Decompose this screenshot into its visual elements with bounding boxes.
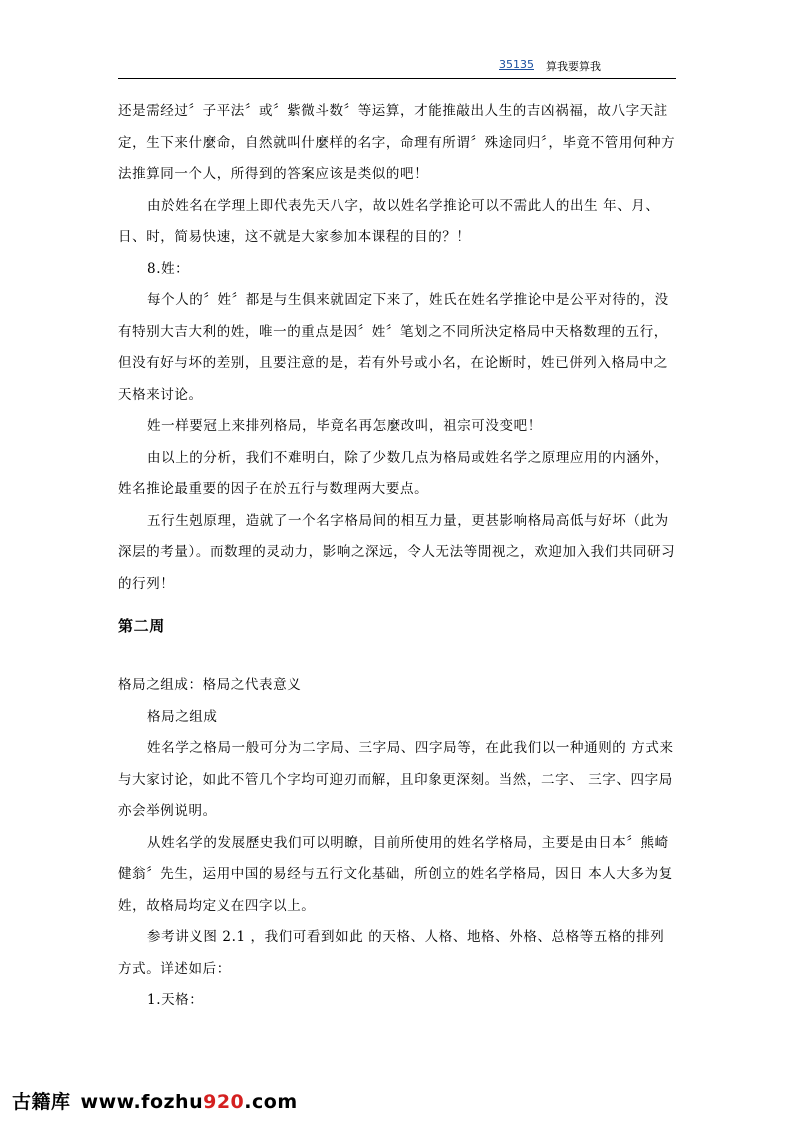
page-number-link[interactable]: 35135 xyxy=(499,58,534,71)
paragraph: 还是需经过〞子平法〞或〞紫微斗数〞等运算，才能推敲出人生的吉凶祸福，故八字天註定，生下来什麼命，自然就叫什麼样的名字，命理有所谓〞殊途同归〞，毕竟不管用何种方法推算同一个人，所得到的答案应该是类似的吧！ xyxy=(118,103,676,182)
section-subtitle: 格局之组成：格局之代表意义 xyxy=(118,677,302,693)
page-header xyxy=(118,56,676,79)
paragraph: 每个人的〞姓〞都是与生俱来就固定下来了，姓氏在姓名学推论中是公平对待的，没有特别大吉大利的姓，唯一的重点是因〞姓〞笔划之不同所決定格局中天格数理的五行，但没有好与坏的差别，且要注意的是，若有外号或小名，在论断时，姓已併列入格局中之天格来讨论。 xyxy=(118,292,669,403)
paragraph: 姓名学之格局一般可分为二字局、三字局、四字局等，在此我们以一种通则的 方式来与大家讨论，如此不管几个字均可迎刃而解，且印象更深刻。当然，二字、 三字、四字局亦会举例说明。 xyxy=(118,740,674,819)
footer-watermark xyxy=(12,1087,298,1114)
subsection-title: 格局之组成 xyxy=(147,708,218,725)
section-heading: 第二周 xyxy=(118,617,165,635)
paragraph: 参考讲义图 2.1 ，我们可看到如此 的天格、人格、地格、外格、总格等五格的排列方式。详述如后： xyxy=(118,929,665,977)
footer-url-highlight: 920 xyxy=(203,1091,245,1113)
footer-url-suffix: .com xyxy=(244,1091,298,1113)
footer-url-prefix: www.fozhu xyxy=(80,1091,204,1113)
list-item: 8.姓： xyxy=(147,260,190,277)
paragraph: 姓一样要冠上来排列格局，毕竟名再怎麼改叫，祖宗可没变吧！ xyxy=(147,418,542,434)
list-item: 1.天格： xyxy=(147,992,204,1008)
paragraph: 五行生剋原理，造就了一个名字格局间的相互力量，更甚影响格局高低与好坏（此为深层的考量）。而数理的灵动力，影响之深远，令人无法等閒视之，欢迎加入我们共同研习的行列！ xyxy=(118,512,676,592)
footer-brand: 古籍库 xyxy=(12,1091,71,1113)
header-site-text: 算我要算我 xyxy=(546,60,601,73)
paragraph: 由以上的分析，我们不难明白，除了少数几点为格局或姓名学之原理应用的内涵外，姓名推论最重要的因子在於五行与数理两大要点。 xyxy=(118,449,669,497)
paragraph: 由於姓名在学理上即代表先天八字，故以姓名学推论可以不需此人的出生 年、月、日、时，简易快速，这不就是大家参加本课程的目的？！ xyxy=(118,197,660,245)
paragraph: 从姓名学的发展歷史我们可以明瞭，目前所使用的姓名学格局，主要是由日本〞熊崎健翁〞先生，运用中国的易经与五行文化基础，所创立的姓名学格局，因日 本人大多为复姓，故格局均定义在四字以上。 xyxy=(118,834,673,914)
document-body xyxy=(118,96,676,1017)
